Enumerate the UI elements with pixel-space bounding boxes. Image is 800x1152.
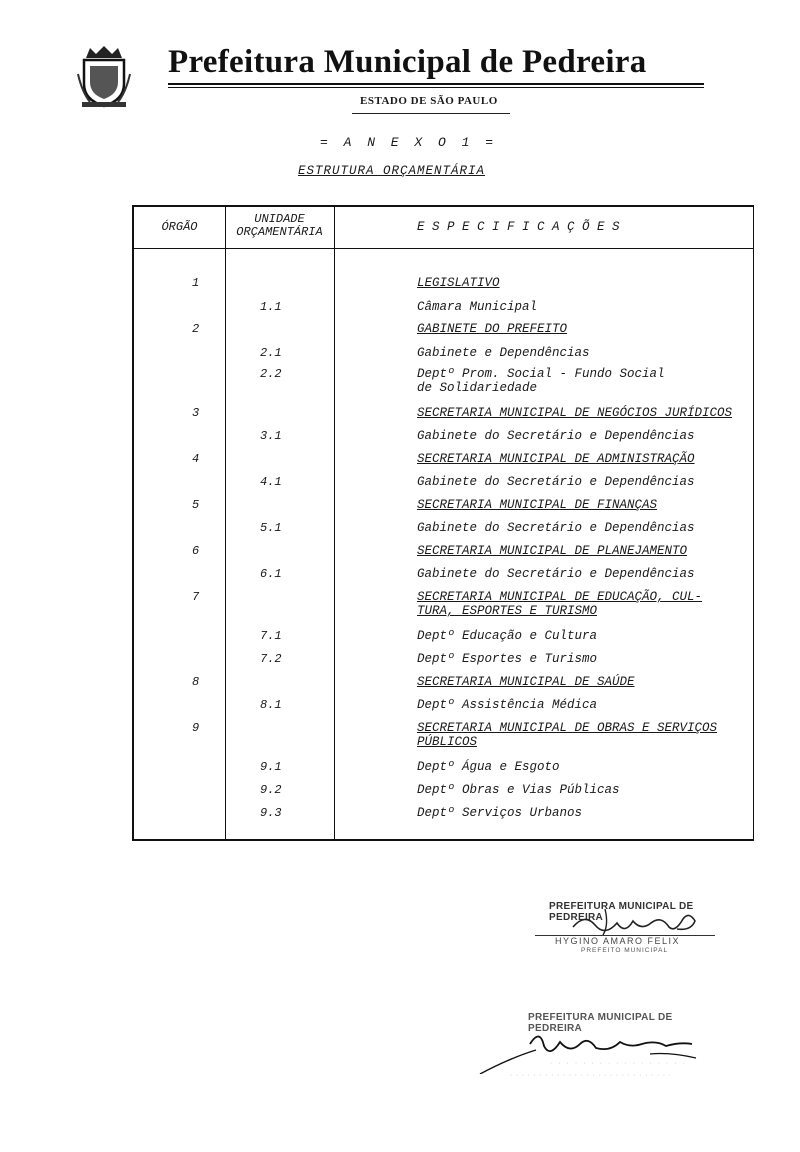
unidade-number: 7.1 [260,629,282,643]
second-signature-block [470,1010,710,1095]
signatory-role: PREFEITO MUNICIPAL [581,947,669,954]
orgao-heading: SECRETARIA MUNICIPAL DE NEGÓCIOS JURÍDICOS [417,406,733,420]
mayor-signature-block [535,893,725,963]
orgao-number: 4 [192,452,200,466]
unit-description: Deptº Educação e Cultura [417,629,598,643]
unit-description: Deptº Prom. Social - Fundo Social de Solidariedade [417,367,665,395]
orgao-number: 7 [192,590,200,604]
unidade-number: 4.1 [260,475,282,489]
unidade-number: 6.1 [260,567,282,581]
unit-description: Deptº Esportes e Turismo [417,652,598,666]
annex-heading: = A N E X O 1 = [320,135,498,150]
unit-description: Gabinete do Secretário e Dependências [417,475,695,489]
unit-description: Gabinete e Dependências [417,346,590,360]
unit-description: Gabinete do Secretário e Dependências [417,429,695,443]
orgao-number: 5 [192,498,200,512]
orgao-heading: SECRETARIA MUNICIPAL DE OBRAS E SERVIÇOS PÚBLICOS [417,721,718,749]
unidade-number: 5.1 [260,521,282,535]
unit-description: Gabinete do Secretário e Dependências [417,521,695,535]
orgao-heading: SECRETARIA MUNICIPAL DE EDUCAÇÃO, CUL- TURA, ESPORTES E TURISMO [417,590,703,618]
page-title: Prefeitura Municipal de Pedreira [168,44,647,80]
title-rule-thin [168,87,704,88]
orgao-heading: GABINETE DO PREFEITO [417,322,568,336]
unidade-number: 9.1 [260,760,282,774]
column-header-unidade [225,213,334,239]
unidade-number: 9.2 [260,783,282,797]
orgao-heading: SECRETARIA MUNICIPAL DE FINANÇAS [417,498,658,512]
column-divider [225,207,226,839]
state-rule [352,113,510,114]
unidade-number: 2.1 [260,346,282,360]
faded-stamp-line: · · · · · · · · · · · · · · · · · · · · · · · · · · · · [510,1072,672,1079]
unit-description: Deptº Assistência Médica [417,698,598,712]
unidade-number: 3.1 [260,429,282,443]
unit-description: Gabinete do Secretário e Dependências [417,567,695,581]
signatory-name: HYGINO AMARO FELIX [555,936,681,946]
orgao-number: 3 [192,406,200,420]
column-divider [334,207,335,839]
document-subtitle: ESTRUTURA ORÇAMENTÁRIA [298,164,486,178]
title-rule [168,83,704,85]
orgao-heading: LEGISLATIVO [417,276,500,290]
unidade-number: 8.1 [260,698,282,712]
column-header-especificacoes: E S P E C I F I C A Ç Õ E S [417,220,620,234]
unidade-number: 1.1 [260,300,282,314]
unidade-number: 9.3 [260,806,282,820]
unit-description: Deptº Água e Esgoto [417,760,560,774]
faded-stamp-line: · · · · · · · · · · · · · · · · · [550,1060,687,1067]
state-heading: ESTADO DE SÃO PAULO [360,95,498,107]
unit-description: Deptº Obras e Vias Públicas [417,783,620,797]
orgao-number: 6 [192,544,200,558]
orgao-heading: SECRETARIA MUNICIPAL DE SAÚDE [417,675,635,689]
unidade-number: 7.2 [260,652,282,666]
column-header-orgao: ÓRGÃO [161,220,198,234]
municipal-coat-of-arms-icon [76,44,132,108]
budget-structure-table [132,205,754,841]
unit-description: Deptº Serviços Urbanos [417,806,583,820]
column-header-unidade-line1: UNIDADE [254,212,305,226]
handwritten-signature [565,905,705,939]
unit-description: Câmara Municipal [417,300,538,314]
signature-stamp: PREFEITURA MUNICIPAL DE PEDREIRA [549,901,694,923]
orgao-number: 9 [192,721,200,735]
orgao-number: 2 [192,322,200,336]
orgao-number: 8 [192,675,200,689]
orgao-number: 1 [192,276,200,290]
orgao-heading: SECRETARIA MUNICIPAL DE PLANEJAMENTO [417,544,688,558]
unidade-number: 2.2 [260,367,282,381]
orgao-heading: SECRETARIA MUNICIPAL DE ADMINISTRAÇÃO [417,452,695,466]
signature-stamp: PREFEITURA MUNICIPAL DE PEDREIRA [528,1012,673,1034]
header-divider [134,248,753,249]
column-header-unidade-line2: ORÇAMENTÁRIA [236,225,323,239]
